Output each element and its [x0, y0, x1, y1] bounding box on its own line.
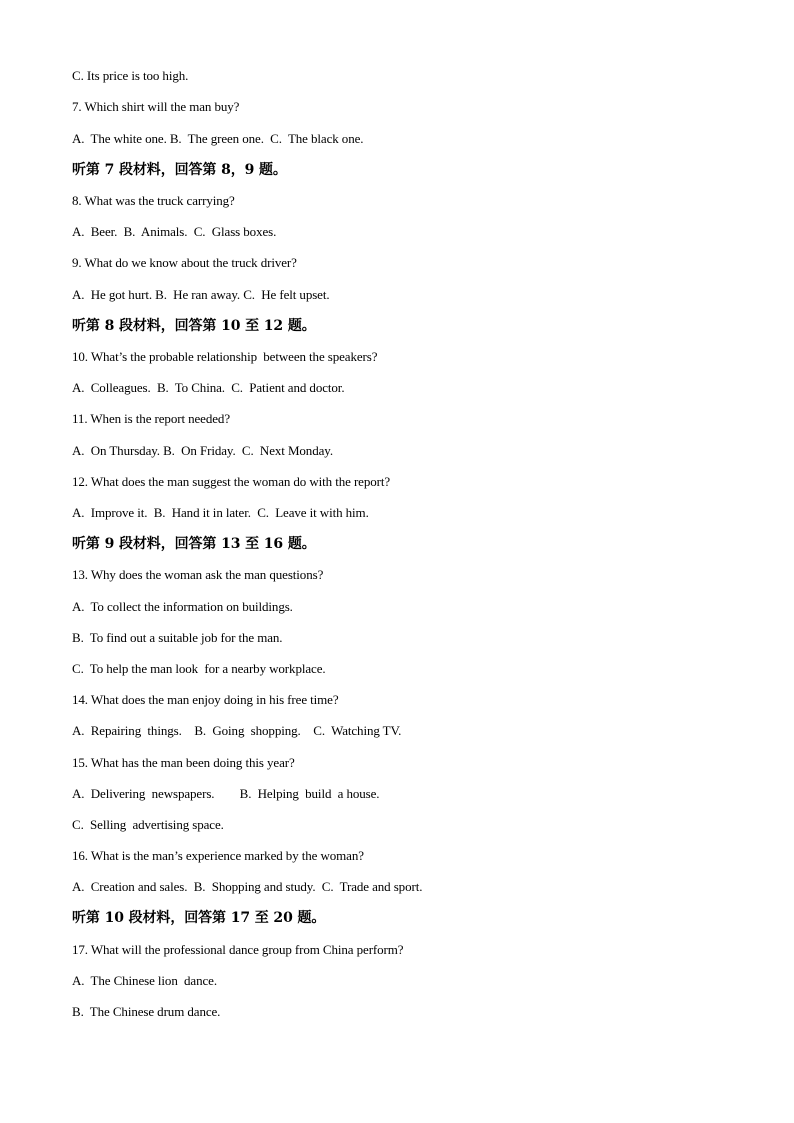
option-line: A. Colleagues. B. To China. C. Patient and doctor. [72, 380, 345, 395]
option-line: A. On Thursday. B. On Friday. C. Next Monday. [72, 443, 333, 458]
question-line: 14. What does the man enjoy doing in his free time? [72, 692, 339, 707]
option-line: C. Selling advertising space. [72, 817, 224, 832]
option-line: B. The Chinese drum dance. [72, 1004, 221, 1019]
option-line: A. Repairing things. B. Going shopping. C. Watching TV. [72, 723, 402, 738]
option-line: A. He got hurt. B. He ran away. C. He felt upset. [72, 287, 330, 302]
option-line: A. To collect the information on buildings. [72, 599, 293, 614]
question-line: 13. Why does the woman ask the man questions? [72, 567, 324, 582]
question-line: 17. What will the professional dance group from China perform? [72, 942, 404, 957]
section-heading: 听第 10 段材料，回答第 17 至 20 题。 [72, 910, 326, 926]
option-line: B. To find out a suitable job for the man. [72, 630, 283, 645]
section-heading: 听第 8 段材料，回答第 10 至 12 题。 [72, 318, 316, 334]
option-line: A. The white one. B. The green one. C. The black one. [72, 131, 364, 146]
question-line: 8. What was the truck carrying? [72, 193, 235, 208]
option-line: C. Its price is too high. [72, 68, 189, 83]
option-line: A. Beer. B. Animals. C. Glass boxes. [72, 224, 277, 239]
section-heading: 听第 7 段材料，回答第 8，9 题。 [72, 162, 287, 178]
section-heading: 听第 9 段材料，回答第 13 至 16 题。 [72, 536, 316, 552]
option-line: A. Improve it. B. Hand it in later. C. Leave it with him. [72, 505, 369, 520]
option-line: A. Creation and sales. B. Shopping and study. C. Trade and sport. [72, 879, 423, 894]
option-line: A. The Chinese lion dance. [72, 973, 217, 988]
option-line: A. Delivering newspapers. B. Helping build a house. [72, 786, 380, 801]
question-line: 10. What’s the probable relationship between the speakers? [72, 349, 378, 364]
question-line: 11. When is the report needed? [72, 411, 230, 426]
option-line: C. To help the man look for a nearby workplace. [72, 661, 326, 676]
question-line: 7. Which shirt will the man buy? [72, 99, 240, 114]
question-line: 16. What is the man’s experience marked by the woman? [72, 848, 364, 863]
question-line: 9. What do we know about the truck driver? [72, 255, 297, 270]
question-line: 12. What does the man suggest the woman do with the report? [72, 474, 391, 489]
question-line: 15. What has the man been doing this year? [72, 755, 295, 770]
